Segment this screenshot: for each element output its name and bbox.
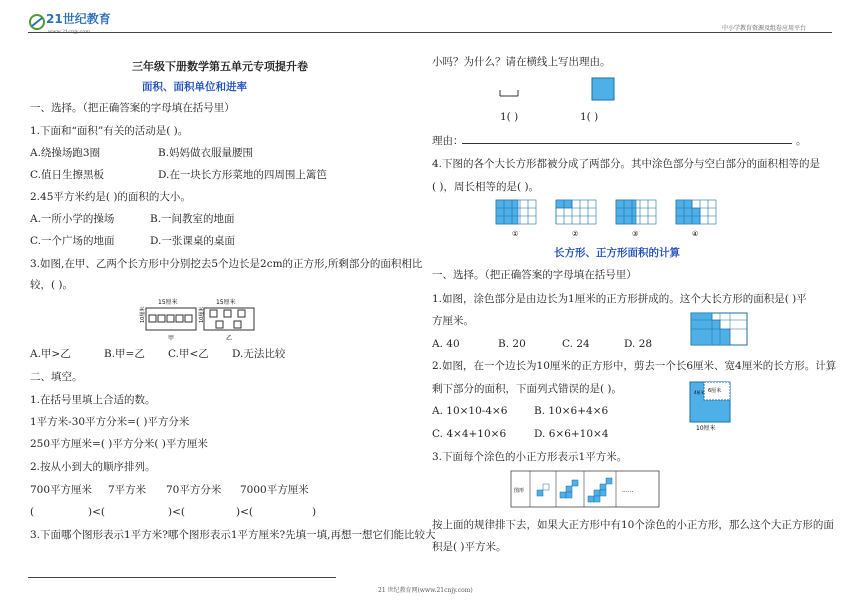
question-3: 3.如图,在甲、乙两个长方形中分别挖去5个边长是2cm的正方形,所剩部分的面积相比 (30, 258, 423, 270)
order-blank-2: )<( (168, 506, 185, 518)
unit-blank-2: 1( ) (580, 111, 599, 123)
q2-option-a: A.一所小学的操场 (30, 213, 115, 225)
q2-option-c: C.一个广场的地面 (30, 235, 115, 247)
order-blank-close: ) (312, 506, 317, 518)
fill-question-3: 3.下面哪个图形表示1平方米?哪个图形表示1平方厘米?先填一填,再想一想它们能比较大 (30, 529, 436, 541)
reason-end: 。 (796, 135, 807, 147)
footer-text: 21 世纪教育网(www.21cnjy.com) (378, 587, 473, 594)
logo-text: 21世纪教育 (46, 12, 111, 26)
question-2: 2.45平方米约是( )的面积的大小。 (30, 191, 191, 203)
order-blank-3: )<( (236, 506, 253, 518)
p2-option-a: A. 10×10-4×6 (432, 405, 508, 417)
p1-option-c: C. 24 (562, 338, 590, 350)
p-question-1: 1.如图，涂色部分是由边长为1厘米的正方形拼成的。这个大长方形的面积是( )平 (432, 293, 807, 305)
rect-label-1: ① (512, 230, 519, 238)
fig-length-label-yi: 15厘米 (216, 299, 236, 306)
fig-width-label-jia: 10厘米 (140, 306, 146, 323)
pattern-figure (510, 470, 660, 510)
rect-label-3: ③ (632, 230, 639, 238)
footer-divider (28, 577, 336, 578)
order-item-3: 70平方分米 (166, 484, 222, 496)
fig2-height-label: 4厘米 (694, 390, 705, 395)
pattern-label: 图形 (514, 488, 525, 494)
q2-option-b: B.一间教室的地面 (150, 213, 235, 225)
page-title: 三年级下册数学第五单元专项提升卷 (132, 60, 308, 73)
p-question-2-cont: 剩下部分的面积，下面列式错误的是( )。 (432, 383, 623, 395)
p2-option-b: B. 10×6+4×6 (534, 405, 609, 417)
reason-line[interactable] (462, 133, 792, 144)
fig2-width-label: 6厘米 (708, 388, 722, 394)
unit-blank-1: 1( ) (500, 111, 519, 123)
p1-option-a: A. 40 (432, 338, 460, 350)
q3-option-b: B.甲=乙 (104, 348, 145, 360)
unit-square-figures (492, 74, 622, 108)
question-4: 4.下图的各个大长方形都被分成了两部分。其中涂色部分与空白部分的面积相等的是 (432, 158, 821, 170)
p2-option-c: C. 4×4+10×6 (432, 428, 507, 440)
header-divider (28, 32, 832, 33)
fig-label-yi: 乙 (226, 335, 233, 342)
order-item-2: 7平方米 (108, 484, 147, 496)
q1-option-c: C.值日生擦黑板 (30, 169, 104, 181)
reason-label: 理由： (432, 135, 464, 147)
p1-option-d: D. 28 (624, 338, 653, 350)
square-cut-figure (686, 378, 736, 434)
p-question-2: 2.如图，在一个边长为10厘米的正方形中，剪去一个长6厘米、宽4厘米的长方形。计算 (432, 360, 837, 372)
platform-label: 中小学教育资源及组卷应用平台 (722, 25, 807, 32)
fill-1b: 250平方厘米=( )平方分米( )平方厘米 (30, 438, 208, 450)
split-rectangles-figure (494, 198, 724, 240)
composite-rectangle-figure (690, 312, 750, 348)
section-subtitle-1: 面积、面积单位和进率 (142, 81, 247, 93)
q1-option-d: D.在一块长方形菜地的四周围上篱笆 (158, 169, 327, 181)
q3-continued: 小吗？为什么？请在横线上写出理由。 (432, 56, 611, 68)
q1-option-b: B.妈妈做衣服量腰围 (158, 147, 254, 159)
fill-1a: 1平方米-30平方分米=( )平方分米 (30, 416, 190, 428)
p2-option-d: D. 6×6+10×4 (534, 428, 609, 440)
section-subtitle-2: 长方形、正方形面积的计算 (554, 247, 680, 259)
fig2-side-label: 10厘米 (696, 425, 716, 432)
p1-option-b: B. 20 (498, 338, 526, 350)
rect-label-2: ② (572, 230, 579, 238)
order-item-1: 700平方厘米 (30, 484, 93, 496)
p-question-3-cont: 按上面的规律排下去，如果大正方形中有10个涂色的小正方形，那么这个大正方形的面 (432, 519, 834, 531)
order-blank-1: )<( (88, 506, 105, 518)
figure-jia-yi (134, 296, 264, 346)
order-item-4: 7000平方厘米 (240, 484, 309, 496)
fig-width-label-yi: 10厘米 (199, 306, 205, 323)
q1-option-a: A.绕操场跑3圈 (30, 147, 101, 159)
order-blank-open: ( (30, 506, 35, 518)
section-heading-fill: 二、填空。 (30, 371, 83, 383)
question-1: 1.下面和“面积”有关的活动是( )。 (30, 125, 189, 137)
p-question-1-cont: 方厘米。 (432, 315, 474, 327)
question-3-cont: 较，( )。 (30, 279, 74, 291)
rect-label-4: ④ (692, 230, 699, 238)
p-question-3-end: 积是( )平方米。 (432, 541, 507, 553)
fill-question-2: 2.按从小到大的顺序排列。 (30, 461, 156, 473)
section-heading-choice-2: 一、选择。（把正确答案的字母填在括号里） (432, 269, 637, 281)
section-heading-choice: 一、选择。（把正确答案的字母填在括号里） (30, 102, 235, 114)
question-4-cont: ( )，周长相等的是( )。 (432, 181, 540, 193)
q3-option-d: D.无法比较 (232, 348, 286, 360)
fill-question-1: 1.在括号里填上合适的数。 (30, 394, 156, 406)
fig-label-jia: 甲 (168, 335, 175, 342)
q3-option-a: A.甲>乙 (30, 348, 71, 360)
q3-option-c: C.甲<乙 (168, 348, 209, 360)
q2-option-d: D.一张课桌的桌面 (150, 235, 235, 247)
fig-length-label-jia: 15厘米 (158, 299, 178, 306)
pattern-ellipsis: ...... (622, 487, 634, 494)
p-question-3: 3.下面每个涂色的小正方形表示1平方米。 (432, 451, 628, 463)
